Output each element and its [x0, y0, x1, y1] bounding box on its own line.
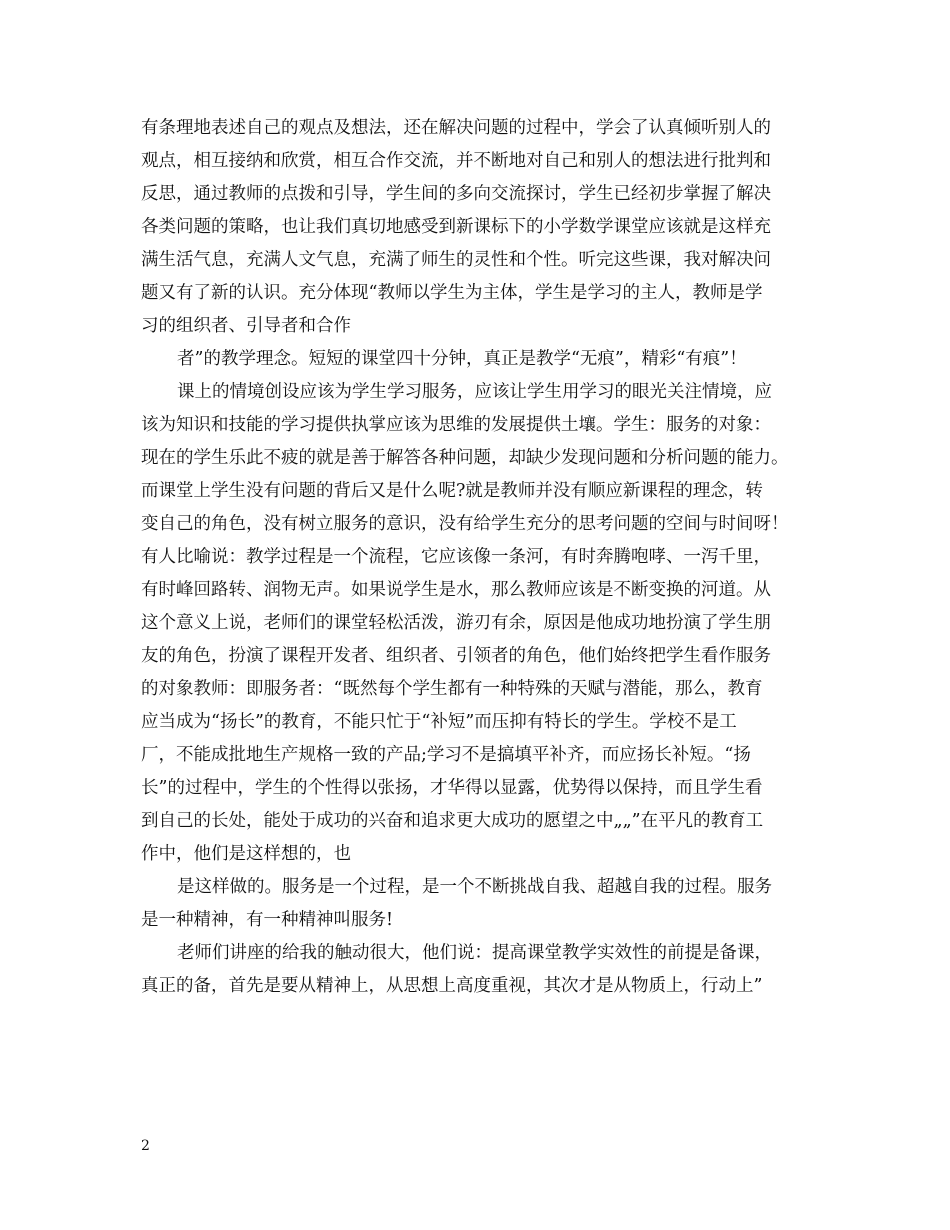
text-line: 作中，他们是这样想的，也 — [141, 844, 351, 864]
text-line: 题又有了新的认识。充分体现“教师以学生为主体，学生是学习的主人，教师是学 — [141, 283, 763, 303]
text-line: 现在的学生乐此不疲的就是善于解答各种问题，却缺少发现问题和分析问题的能力。 — [141, 448, 789, 468]
page-number: 2 — [141, 1138, 150, 1154]
text-line: 有条理地表述自己的观点及想法，还在解决问题的过程中，学会了认真倾听别人的 — [141, 118, 771, 138]
text-line: 各类问题的策略，也让我们真切地感受到新课标下的小学数学课堂应该就是这样充 — [141, 217, 771, 237]
text-line: 者”的教学理念。短短的课堂四十分钟，真正是教学“无痕”，精彩“有痕”！ — [177, 349, 747, 369]
text-line: 到自己的长处，能处于成功的兴奋和追求更大成功的愿望之中„„”在平凡的教育工 — [141, 811, 764, 831]
text-line: 习的组织者、引导者和合作 — [141, 316, 351, 336]
body-text — [141, 112, 821, 1003]
text-line: 课上的情境创设应该为学生学习服务，应该让学生用学习的眼光关注情境，应 — [177, 382, 772, 402]
text-line: 这个意义上说，老师们的课堂轻松活泼，游刃有余，原因是他成功地扮演了学生朋 — [141, 613, 771, 633]
text-line: 老师们讲座的给我的触动很大，他们说：提高课堂教学实效性的前提是备课， — [177, 943, 772, 963]
text-line: 反思，通过教师的点拨和引导，学生间的多向交流探讨，学生已经初步掌握了解决 — [141, 184, 771, 204]
text-line: 观点，相互接纳和欣赏，相互合作交流，并不断地对自己和别人的想法进行批判和 — [141, 151, 771, 171]
text-line: 真正的备，首先是要从精神上，从思想上高度重视，其次才是从物质上，行动上” — [141, 976, 763, 996]
text-line: 长”的过程中，学生的个性得以张扬，才华得以显露，优势得以保持，而且学生看 — [141, 778, 763, 798]
text-line: 的对象教师：即服务者：“既然每个学生都有一种特殊的天赋与潜能，那么，教育 — [141, 679, 763, 699]
text-line: 是这样做的。服务是一个过程，是一个不断挑战自我、超越自我的过程。服务 — [177, 877, 772, 897]
text-line: 而课堂上学生没有问题的背后又是什么呢?就是教师并没有顺应新课程的理念，转 — [141, 481, 763, 501]
text-line: 变自己的角色，没有树立服务的意识，没有给学生充分的思考问题的空间与时间呀！ — [141, 514, 789, 534]
text-line: 该为知识和技能的学习提供执掌应该为思维的发展提供土壤。学生：服务的对象： — [141, 415, 771, 435]
text-line: 应当成为“扬长”的教育，不能只忙于“补短”而压抑有特长的学生。学校不是工 — [141, 712, 737, 732]
text-line: 友的角色，扮演了课程开发者、组织者、引领者的角色，他们始终把学生看作服务 — [141, 646, 771, 666]
text-line: 是一种精神，有一种精神叫服务! — [141, 910, 394, 930]
text-line: 有时峰回路转、润物无声。如果说学生是水，那么教师应该是不断变换的河道。从 — [141, 580, 771, 600]
text-line: 满生活气息，充满人文气息，充满了师生的灵性和个性。听完这些课，我对解决问 — [141, 250, 771, 270]
text-line: 有人比喻说：教学过程是一个流程，它应该像一条河，有时奔腾咆哮、一泻千里， — [141, 547, 771, 567]
text-line: 厂，不能成批地生产规格一致的产品;学习不是搞填平补齐，而应扬长补短。“扬 — [141, 745, 751, 765]
